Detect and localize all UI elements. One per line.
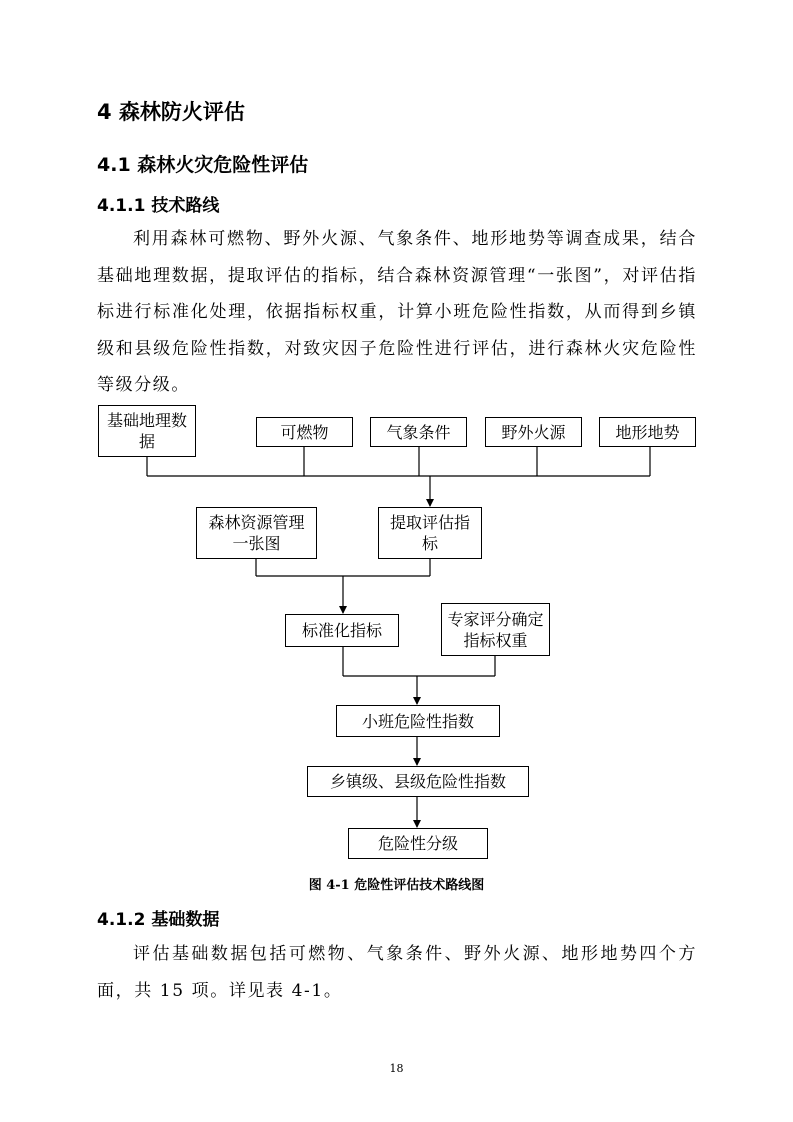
box-forest-resource-map: 森林资源管理一张图 [196,507,317,559]
subsection-heading-basic-data: 4.1.2 基础数据 [97,910,220,930]
box-basic-geo-data: 基础地理数据 [98,405,196,457]
page-number: 18 [389,1062,404,1075]
box-fuel: 可燃物 [256,417,353,447]
chapter-heading: 4 森林防火评估 [97,100,245,124]
box-expert-weight: 专家评分确定指标权重 [441,603,550,656]
box-terrain: 地形地势 [599,417,696,447]
box-risk-grading: 危险性分级 [348,828,488,859]
box-town-county-index: 乡镇级、县级危险性指数 [307,766,529,797]
box-standardize-index: 标准化指标 [285,614,399,647]
subsection-heading-technical-route: 4.1.1 技术路线 [97,196,220,216]
figure-caption: 图 4-1 危险性评估技术路线图 [308,878,485,893]
technical-route-paragraph: 利用森林可燃物、野外火源、气象条件、地形地势等调查成果，结合基础地理数据，提取评估的指标，结合森林资源管理“一张图”，对评估指标进行标准化处理，依据指标权重，计算小班危险性指数，从而得到乡镇级和县级危险性指数，对致灾因子危险性进行评估，进行森林火灾危险性等级分级。 [97,229,697,395]
box-subcompartment-index: 小班危险性指数 [336,705,500,737]
box-fire-source: 野外火源 [485,417,582,447]
box-extract-index: 提取评估指标 [378,507,482,559]
section-heading: 4.1 森林火灾危险性评估 [97,154,309,176]
box-weather: 气象条件 [370,417,467,447]
basic-data-paragraph: 评估基础数据包括可燃物、气象条件、野外火源、地形地势四个方面，共 15 项。详见表 4-1。 [97,944,697,1001]
